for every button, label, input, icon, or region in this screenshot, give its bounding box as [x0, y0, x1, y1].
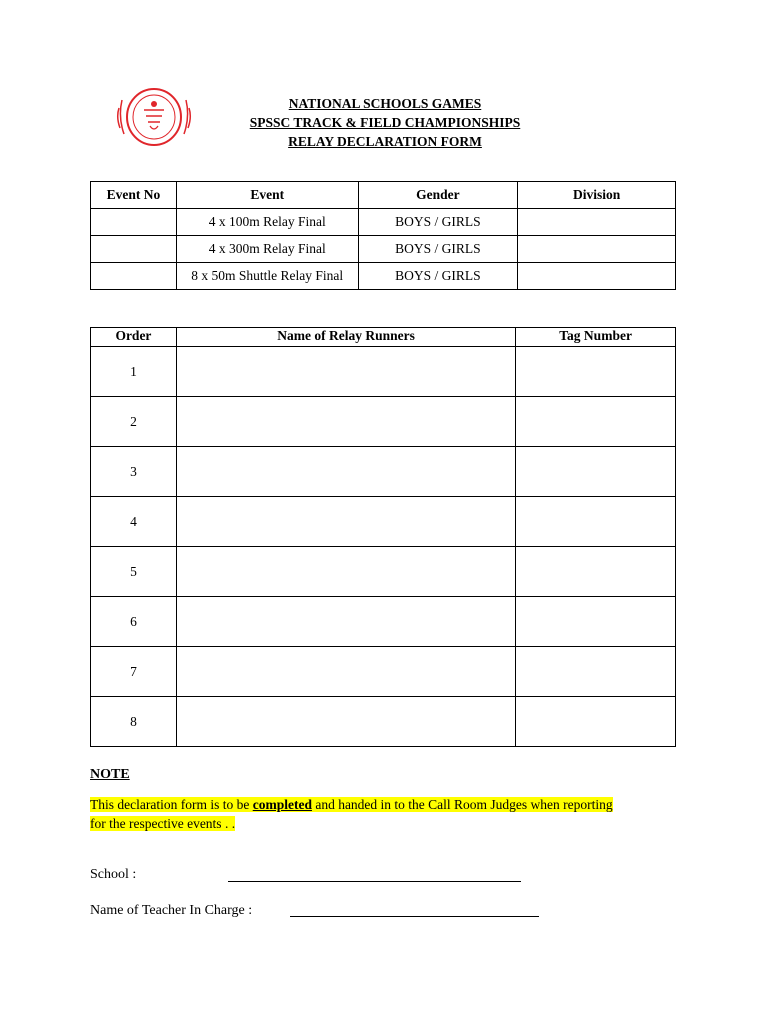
event-no-cell[interactable]: [91, 209, 177, 236]
order-cell: 3: [91, 447, 177, 497]
column-header-order: Order: [91, 328, 177, 347]
table-row: [91, 263, 676, 290]
tag-number-field[interactable]: [516, 447, 676, 497]
school-label: School :: [90, 867, 137, 882]
table-row: [91, 647, 676, 697]
tag-number-field[interactable]: [516, 597, 676, 647]
gender-cell[interactable]: BOYS / GIRLS: [358, 209, 518, 236]
note-text-line2: for the respective events . .: [90, 816, 236, 831]
tag-number-field[interactable]: [516, 647, 676, 697]
column-header-event: Event: [176, 182, 358, 209]
gender-cell[interactable]: BOYS / GIRLS: [358, 236, 518, 263]
events-header-row: [91, 182, 676, 209]
runner-name-field[interactable]: [176, 647, 515, 697]
column-header-runner-name: Name of Relay Runners: [176, 328, 515, 347]
form-header: [210, 94, 560, 151]
division-cell[interactable]: [518, 263, 676, 290]
table-row: [91, 547, 676, 597]
division-cell[interactable]: [518, 236, 676, 263]
runner-name-field[interactable]: [176, 547, 515, 597]
table-row: [91, 497, 676, 547]
event-cell: 8 x 50m Shuttle Relay Final: [176, 263, 358, 290]
runner-name-field[interactable]: [176, 397, 515, 447]
runner-name-field[interactable]: [176, 497, 515, 547]
table-row: [91, 209, 676, 236]
runner-name-field[interactable]: [176, 697, 515, 747]
gender-cell[interactable]: BOYS / GIRLS: [358, 263, 518, 290]
order-cell: 8: [91, 697, 177, 747]
event-cell: 4 x 300m Relay Final: [176, 236, 358, 263]
column-header-division: Division: [518, 182, 676, 209]
table-row: [91, 236, 676, 263]
tag-number-field[interactable]: [516, 397, 676, 447]
runner-name-field[interactable]: [176, 347, 515, 397]
tag-number-field[interactable]: [516, 347, 676, 397]
order-cell: 4: [91, 497, 177, 547]
note-title: NOTE: [90, 767, 130, 782]
runners-header-row: [91, 328, 676, 347]
header-form-name: RELAY DECLARATION FORM: [288, 134, 482, 149]
runner-name-field[interactable]: [176, 597, 515, 647]
event-no-cell[interactable]: [91, 263, 177, 290]
school-input-line[interactable]: [228, 881, 521, 882]
school-crest-logo-icon: [114, 82, 194, 152]
tag-number-field[interactable]: [516, 497, 676, 547]
tag-number-field[interactable]: [516, 697, 676, 747]
order-cell: 7: [91, 647, 177, 697]
runners-table: [90, 327, 676, 747]
order-cell: 6: [91, 597, 177, 647]
event-no-cell[interactable]: [91, 236, 177, 263]
table-row: [91, 447, 676, 497]
table-row: [91, 347, 676, 397]
division-cell[interactable]: [518, 209, 676, 236]
note-text-end: and handed in to the Call Room Judges when reporting: [311, 797, 613, 812]
runner-name-field[interactable]: [176, 447, 515, 497]
header-subtitle: SPSSC TRACK & FIELD CHAMPIONSHIPS: [249, 115, 521, 130]
tag-number-field[interactable]: [516, 547, 676, 597]
order-cell: 1: [91, 347, 177, 397]
teacher-input-line[interactable]: [290, 916, 539, 917]
teacher-label: Name of Teacher In Charge :: [90, 903, 253, 918]
note-text-emphasis: completed: [252, 797, 312, 812]
column-header-event-no: Event No: [91, 182, 177, 209]
event-cell: 4 x 100m Relay Final: [176, 209, 358, 236]
column-header-tag-number: Tag Number: [516, 328, 676, 347]
order-cell: 2: [91, 397, 177, 447]
events-table: [90, 181, 676, 290]
note-text: [90, 795, 680, 833]
table-row: [91, 597, 676, 647]
table-row: [91, 697, 676, 747]
order-cell: 5: [91, 547, 177, 597]
column-header-gender: Gender: [358, 182, 518, 209]
note-text-start: This declaration form is to be: [90, 797, 253, 812]
table-row: [91, 397, 676, 447]
header-title: NATIONAL SCHOOLS GAMES: [288, 96, 482, 111]
